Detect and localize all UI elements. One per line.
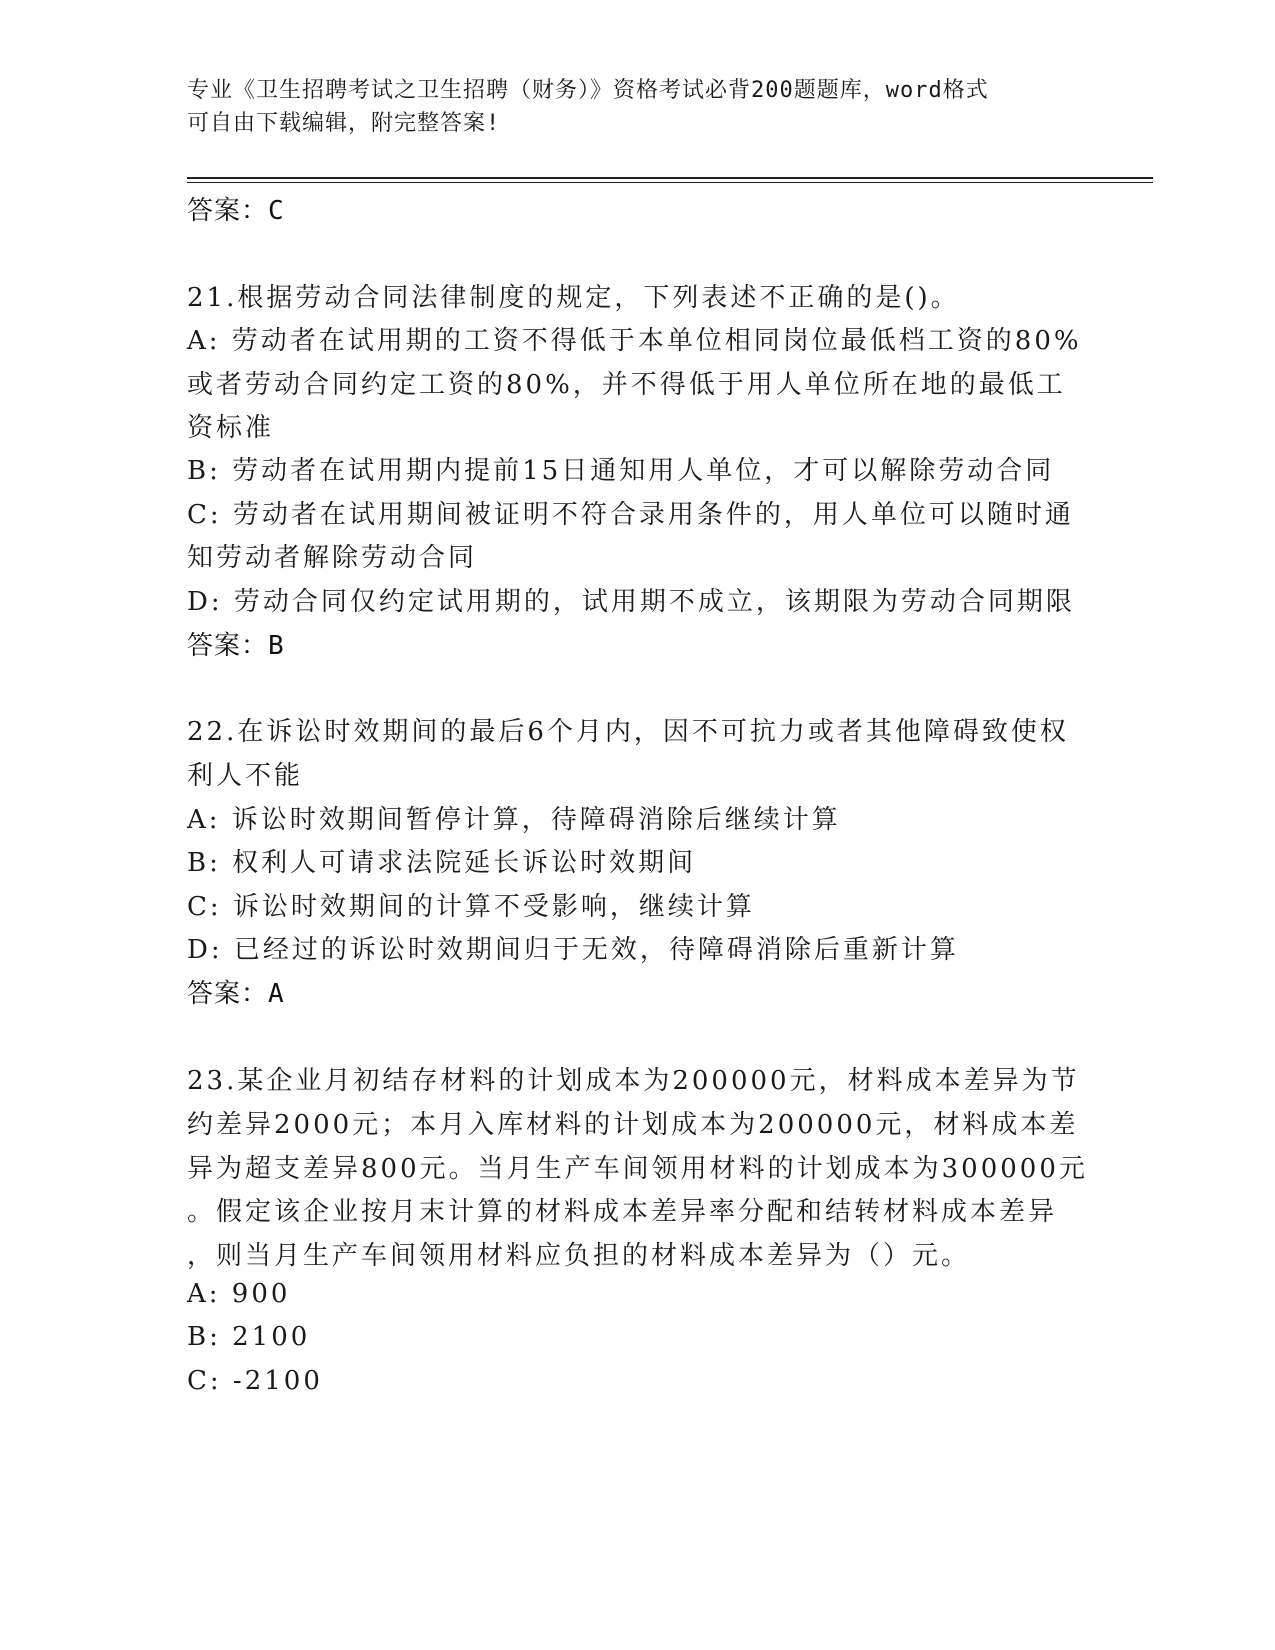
question-stem-cont: 约差异2000元；本月入库材料的计划成本为200000元，材料成本差 bbox=[187, 1110, 1079, 1140]
option-a: A: 劳动者在试用期的工资不得低于本单位相同岗位最低档工资的80% bbox=[187, 326, 1082, 356]
option-a-cont: 或者劳动合同约定工资的80%，并不得低于用人单位所在地的最低工 bbox=[187, 370, 1066, 400]
answer-label: 答案：B bbox=[187, 631, 285, 661]
question-stem-cont: 异为超支差异800元。当月生产车间领用材料的计划成本为300000元 bbox=[187, 1154, 1088, 1184]
option-a-cont: 资标准 bbox=[187, 413, 275, 443]
option-d: D: 劳动合同仅约定试用期的，试用期不成立，该期限为劳动合同期限 bbox=[187, 587, 1075, 617]
option-a: A: 900 bbox=[187, 1279, 291, 1309]
answer-label: 答案：A bbox=[187, 979, 285, 1009]
question-stem-cont: 利人不能 bbox=[187, 761, 304, 791]
document-header bbox=[187, 74, 1067, 140]
question-stem-cont: ，则当月生产车间领用材料应负担的材料成本差异为（）元。 bbox=[187, 1241, 971, 1271]
option-d: D: 已经过的诉讼时效期间归于无效，待障碍消除后重新计算 bbox=[187, 935, 959, 965]
option-c: C: 劳动者在试用期间被证明不符合录用条件的，用人单位可以随时通 bbox=[187, 500, 1074, 530]
header-line-1: 专业《卫生招聘考试之卫生招聘（财务）》资格考试必背200题题库，word格式 bbox=[187, 78, 989, 103]
answer-label: 答案：C bbox=[187, 196, 285, 226]
option-c-cont: 知劳动者解除劳动合同 bbox=[187, 543, 478, 573]
question-stem-cont: 。假定该企业按月末计算的材料成本差异率分配和结转材料成本差异 bbox=[187, 1197, 1058, 1227]
option-c: C: -2100 bbox=[187, 1366, 323, 1396]
question-stem: 23.某企业月初结存材料的计划成本为200000元，材料成本差异为节 bbox=[187, 1066, 1080, 1096]
header-rule-thick bbox=[187, 177, 1153, 179]
option-c: C: 诉讼时效期间的计算不受影响，继续计算 bbox=[187, 892, 755, 922]
header-line-2: 可自由下载编辑，附完整答案! bbox=[187, 111, 501, 136]
question-stem: 21.根据劳动合同法律制度的规定，下列表述不正确的是()。 bbox=[187, 283, 960, 313]
option-b: B: 2100 bbox=[187, 1322, 311, 1352]
header-rule-thin bbox=[187, 182, 1153, 183]
option-b: B: 劳动者在试用期内提前15日通知用人单位，才可以解除劳动合同 bbox=[187, 456, 1055, 486]
option-b: B: 权利人可请求法院延长诉讼时效期间 bbox=[187, 848, 697, 878]
option-a: A: 诉讼时效期间暂停计算，待障碍消除后继续计算 bbox=[187, 805, 841, 835]
question-stem: 22.在诉讼时效期间的最后6个月内，因不可抗力或者其他障碍致使权 bbox=[187, 717, 1069, 747]
